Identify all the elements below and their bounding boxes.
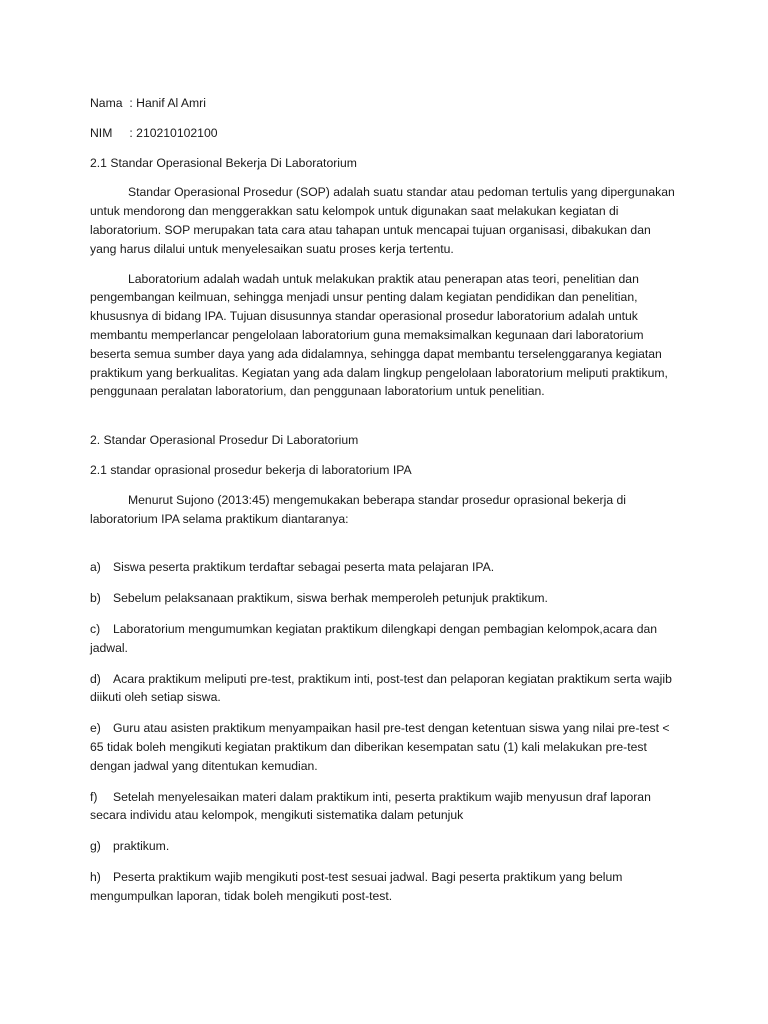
list-marker: e)	[90, 721, 101, 736]
list-item	[90, 589, 680, 608]
list-item-text: Peserta praktikum wajib mengikuti post-test sesuai jadwal. Bagi peserta praktikum yang belum mengumpulkan laporan, tidak boleh mengikuti post-test.	[90, 869, 623, 903]
list-marker: h)	[90, 869, 101, 884]
list-marker: c)	[90, 621, 101, 636]
nim-label: NIM	[90, 125, 113, 140]
document-body	[90, 94, 680, 906]
list-item-text: Laboratorium mengumumkan kegiatan praktikum dilengkapi dengan pembagian kelompok,acara dan jadwal.	[90, 621, 658, 655]
list-item-text: Setelah menyelesaikan materi dalam praktikum inti, peserta praktikum wajib menyusun draf laporan secara individu atau kelompok, mengikuti sistematika dalam petunjuk	[90, 789, 651, 823]
name-line	[90, 94, 680, 113]
list-item	[90, 837, 680, 856]
list-marker: b)	[90, 591, 101, 606]
list-item	[90, 868, 680, 906]
nim-line	[90, 124, 680, 143]
list-item-text: Acara praktikum meliputi pre-test, praktikum inti, post-test dan pelaporan kegiatan praktikum serta wajib diikuti oleh setiap siswa.	[90, 671, 672, 705]
list-item	[90, 719, 680, 775]
section1-heading: 2.1 Standar Operasional Bekerja Di Laboratorium	[90, 155, 357, 170]
list-item-text: Sebelum pelaksanaan praktikum, siswa berhak memperoleh petunjuk praktikum.	[113, 591, 548, 606]
nim-value: : 210210102100	[129, 125, 218, 140]
list-item	[90, 788, 680, 826]
list-item-text: Guru atau asisten praktikum menyampaikan hasil pre-test dengan ketentuan siswa yang nilai pre-test < 65 tidak boleh mengikuti kegiatan praktikum dan diberikan kesempatan satu (1) kali melakukan pre-test dengan jadwal yang ditentukan kemudian.	[90, 721, 670, 773]
list-item	[90, 558, 680, 577]
name-label: Nama	[90, 96, 123, 110]
list-item	[90, 620, 680, 658]
list-item-text: Siswa peserta praktikum terdaftar sebagai peserta mata pelajaran IPA.	[113, 560, 495, 575]
section1-paragraph-1: Standar Operasional Prosedur (SOP) adalah suatu standar atau pedoman tertulis yang dipergunakan untuk mendorong dan menggerakkan satu kelompok untuk digunakan saat melakukan kegiatan di laboratorium. SOP merupakan tata cara atau tahapan untuk mencapai tujuan organisasi, dibakukan dan yang harus dilalui untuk menyelesaikan suatu proses kerja tertentu.	[90, 185, 675, 256]
name-value: : Hanif Al Amri	[129, 96, 206, 110]
list-item	[90, 670, 680, 708]
list-marker: a)	[90, 560, 101, 575]
section2-heading: 2. Standar Operasional Prosedur Di Laboratorium	[90, 433, 359, 448]
section2-subheading: 2.1 standar oprasional prosedur bekerja di laboratorium IPA	[90, 462, 412, 477]
list-marker: f)	[90, 789, 98, 804]
section2-intro: Menurut Sujono (2013:45) mengemukakan beberapa standar prosedur oprasional bekerja di laboratorium IPA selama praktikum diantaranya:	[90, 492, 626, 526]
list-item-text: praktikum.	[113, 839, 170, 854]
list-marker: d)	[90, 671, 101, 686]
section1-paragraph-2: Laboratorium adalah wadah untuk melakukan praktik atau penerapan atas teori, penelitian dan pengembangan keilmuan, sehingga menjadi unsur penting dalam kegiatan pendidikan dan penelitian, khususnya di bidang IPA. Tujuan disusunnya standar operasional prosedur laboratorium adalah untuk membantu memperlancar pengelolaan laboratorium guna memaksimalkan kegunaan dari laboratorium beserta semua sumber daya yang ada didalamnya, sehingga dapat membantu terselenggaranya kegiatan praktikum yang berkualitas. Kegiatan yang ada dalam lingkup pengelolaan laboratorium meliputi praktikum, penggunaan peralatan laboratorium, dan penggunaan laboratorium untuk penelitian.	[90, 271, 668, 399]
list-marker: g)	[90, 839, 101, 854]
